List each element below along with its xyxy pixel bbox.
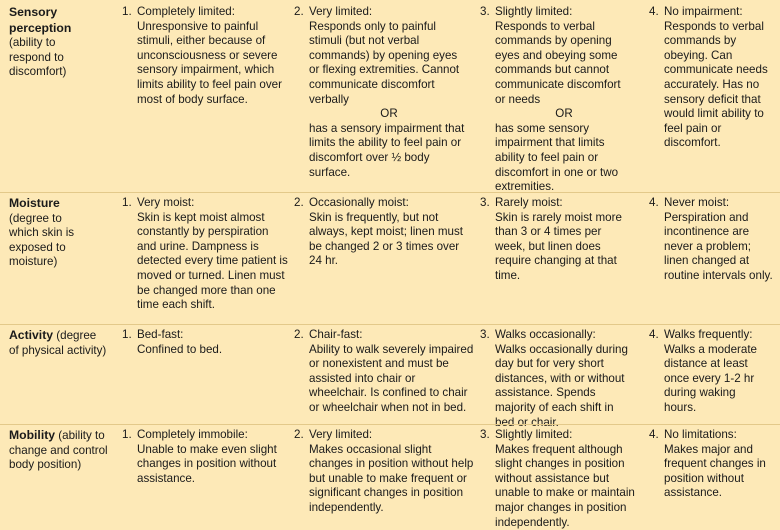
score-number: 4. <box>649 428 659 441</box>
score-number: 4. <box>649 328 659 341</box>
score-number: 1. <box>122 196 132 209</box>
score-description: Perspiration and incontinence are never a problem; linen changed at routine intervals only. <box>664 210 773 282</box>
score-description: Responds to verbal commands by obeying. Can communicate needs accurately. Has no sensory deficit that would limit ability to feel pain or discomfort. <box>664 19 768 150</box>
score-number: 3. <box>480 5 490 18</box>
score-number: 3. <box>480 328 490 341</box>
score-title: Very limited: <box>309 428 373 441</box>
score-number: 1. <box>122 428 132 441</box>
score-description: Ability to walk severely impaired or nonexistent and must be assisted into chair or wheelchair. Is confined to chair or wheelchair when not in bed. <box>309 342 474 414</box>
score-number: 2. <box>294 5 304 18</box>
category-description: (ability to change and control body position) <box>9 429 108 472</box>
score-description: Makes major and frequent changes in position without assistance. <box>664 442 766 500</box>
score-description: Walks a moderate distance at least once every 1-2 hr during waking hours. <box>664 342 757 414</box>
score-title: Never moist: <box>664 196 730 209</box>
score-title: Slightly limited: <box>495 5 573 18</box>
score-number: 3. <box>480 196 490 209</box>
score-description: Skin is kept moist almost constantly by perspiration and urine. Dampness is detected every time patient is moved or turned. Linen must be changed more than one time each shift. <box>137 210 288 312</box>
score-description: Responds to verbal commands by opening eyes and obeying some commands but cannot communicate discomfort or needs <box>495 19 621 106</box>
table-row <box>0 324 780 429</box>
score-description: Skin is frequently, but not always, kept moist; linen must be changed 2 or 3 times over 24 hr. <box>309 210 463 268</box>
score-title: Slightly limited: <box>495 428 573 441</box>
row-header <box>9 5 109 80</box>
score-title: Very moist: <box>137 196 195 209</box>
score-description: Skin is rarely moist more than 3 or 4 times per week, but linen does require changing at that time. <box>495 210 622 282</box>
row-header <box>9 328 109 358</box>
or-separator: OR <box>555 107 573 121</box>
score-description: Confined to bed. <box>137 342 223 356</box>
score-description: Makes frequent although slight changes in position without assistance but unable to make or maintain major changes in position independently. <box>495 442 635 529</box>
row-header <box>9 196 109 270</box>
category-name: Sensory perception <box>9 5 72 35</box>
score-title: No limitations: <box>664 428 737 441</box>
score-description: Walks occasionally during day but for very short distances, with or without assistance. Spends majority of each shift in bed or chair. <box>495 342 628 429</box>
score-title: Walks occasionally: <box>495 328 596 341</box>
category-description: (degree of physical activity) <box>9 329 107 357</box>
score-title: Chair-fast: <box>309 328 363 341</box>
score-number: 2. <box>294 428 304 441</box>
score-number: 1. <box>122 328 132 341</box>
score-number: 3. <box>480 428 490 441</box>
score-title: Rarely moist: <box>495 196 563 209</box>
score-number: 1. <box>122 5 132 18</box>
score-number: 4. <box>649 196 659 209</box>
score-title: Occasionally moist: <box>309 196 409 209</box>
score-description: has a sensory impairment that limits the ability to feel pain or discomfort over ½ body surface. <box>309 121 465 179</box>
score-title: No impairment: <box>664 5 743 18</box>
score-description: Makes occasional slight changes in position without help but unable to make frequent or significant changes in position independently. <box>309 442 474 514</box>
score-number: 4. <box>649 5 659 18</box>
category-description: (ability to respond to discomfort) <box>9 36 67 79</box>
score-description: Responds only to painful stimuli (but not verbal commands) by opening eyes or flexing extremities. Cannot communicate discomfort verbally <box>309 19 460 106</box>
score-description: Unable to make even slight changes in position without assistance. <box>137 442 277 485</box>
category-description: (degree to which skin is exposed to moisture) <box>9 211 75 269</box>
score-title: Completely limited: <box>137 5 235 18</box>
table-row <box>0 424 780 529</box>
score-number: 2. <box>294 196 304 209</box>
score-title: Completely immobile: <box>137 428 248 441</box>
or-separator: OR <box>380 107 398 121</box>
row-header <box>9 428 109 473</box>
score-number: 2. <box>294 328 304 341</box>
category-name: Moisture <box>9 196 60 210</box>
score-description: has some sensory impairment that limits ability to feel pain or discomfort in one or two extremities. <box>495 121 619 194</box>
score-title: Very limited: <box>309 5 373 18</box>
score-title: Bed-fast: <box>137 328 184 341</box>
score-description: Unresponsive to painful stimuli, either because of unconsciousness or severe sensory impairment, which limits ability to feel pain over most of body surface. <box>137 19 282 106</box>
category-name: Activity <box>9 328 54 342</box>
category-name: Mobility <box>9 428 56 442</box>
table-row <box>0 192 780 312</box>
score-title: Walks frequently: <box>664 328 753 341</box>
